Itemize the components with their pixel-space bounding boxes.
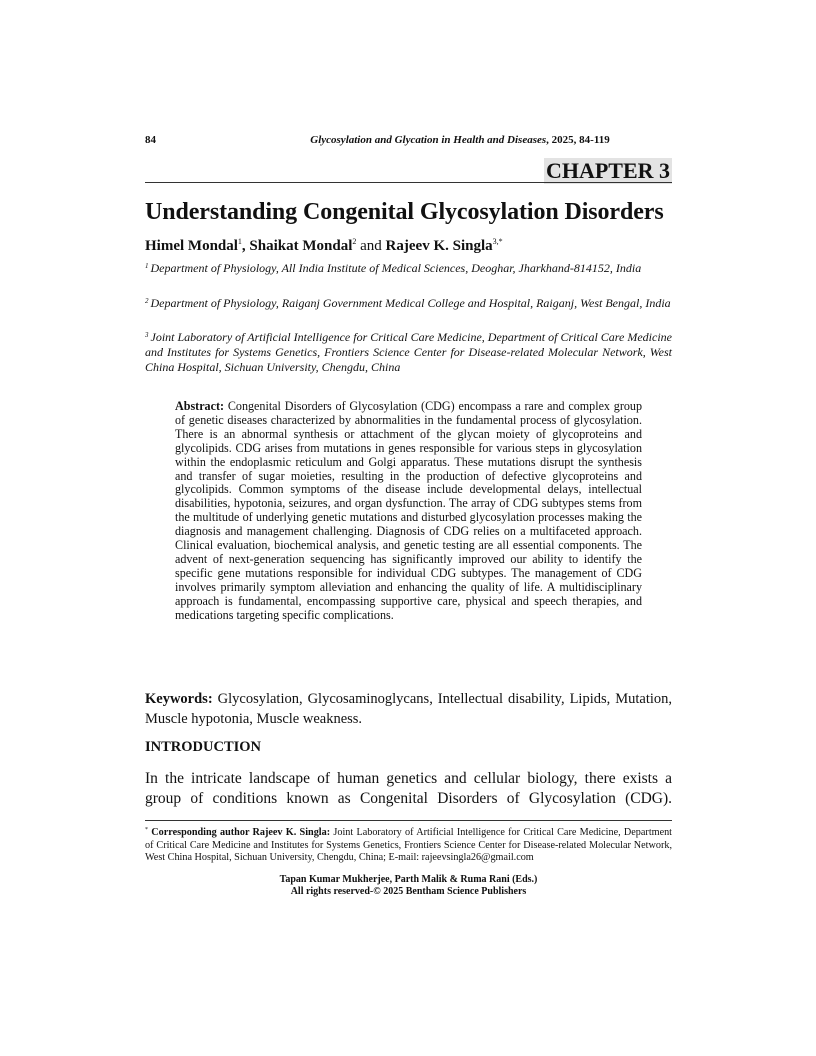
chapter-title: Understanding Congenital Glycosylation Disorders xyxy=(145,199,664,225)
abstract xyxy=(175,400,642,623)
affiliation-mark: 2 xyxy=(145,297,149,305)
author-affiliation-mark: 1 xyxy=(237,237,242,246)
keywords xyxy=(145,689,672,729)
affiliation xyxy=(145,294,672,311)
affiliation-mark: 3 xyxy=(145,331,149,339)
author-separator: and xyxy=(356,238,386,254)
footnote-divider xyxy=(145,820,672,821)
author-name: Shaikat Mondal xyxy=(249,238,353,254)
affiliation-text: Joint Laboratory of Artificial Intelligence for Critical Care Medicine, Department of Critical Care Medicine and Institutes for Systems Genetics, Frontiers Science Center for Disease-related Molecular Network, West China Hospital, Sichuan University, Chengdu, China xyxy=(145,330,672,374)
chapter-label: CHAPTER 3 xyxy=(545,158,670,183)
header-divider xyxy=(145,182,672,183)
affiliation xyxy=(145,328,672,375)
author-affiliation-mark: 2 xyxy=(352,237,357,246)
journal-title: Glycosylation and Glycation in Health and Diseases xyxy=(310,134,547,146)
author-list xyxy=(145,237,503,255)
author-affiliation-mark: 3,* xyxy=(492,237,503,246)
affiliation-text: Department of Physiology, All India Institute of Medical Sciences, Deoghar, Jharkhand-814152, India xyxy=(150,261,642,275)
keywords-label: Keywords: xyxy=(145,691,213,707)
section-heading: INTRODUCTION xyxy=(145,739,262,755)
page-number: 84 xyxy=(145,134,156,146)
affiliation xyxy=(145,259,672,276)
editors-credit xyxy=(145,874,672,898)
author-separator: , xyxy=(241,238,250,254)
abstract-label: Abstract: xyxy=(175,399,225,413)
author-name: Rajeev K. Singla xyxy=(385,238,493,254)
footnote xyxy=(145,824,672,865)
journal-citation: , 2025, 84-119 xyxy=(546,134,610,146)
footnote-text: Joint Laboratory of Artificial Intelligence for Critical Care Medicine, Department of Critical Care Medicine and Institutes for Systems Genetics, Frontiers Science Center for Disease-related Molecular Network, West China Hospital, Sichuan University, Chengdu, China; E-mail: rajeevsingla26@gmail.com xyxy=(145,827,673,863)
body-paragraph: In the intricate landscape of human genetics and cellular biology, there exists a group of conditions known as Congenital Disorders of Glycosylation (CDG). xyxy=(145,770,672,807)
keywords-text: Glycosylation, Glycosaminoglycans, Intellectual disability, Lipids, Mutation, Muscle hypotonia, Muscle weakness. xyxy=(145,691,673,727)
author-name: Himel Mondal xyxy=(145,238,238,254)
footnote-label: Corresponding author Rajeev K. Singla: xyxy=(151,827,331,838)
copyright-line: All rights reserved-© 2025 Bentham Science Publishers xyxy=(290,886,527,897)
running-header xyxy=(250,134,670,146)
footnote-mark: * xyxy=(145,827,148,833)
affiliation-mark: 1 xyxy=(145,262,149,270)
abstract-text: Congenital Disorders of Glycosylation (CDG) encompass a rare and complex group of genetic diseases characterized by abnormalities in the fundamental process of glycosylation. There is an abnormal synthesis or attachment of the glycan moiety of glycoproteins and glycolipids. CDG arises from mutations in genes responsible for various steps in glycosylation within the endoplasmic reticulum and Golgi apparatus. These mutations disrupt the synthesis and transfer of sugar moieties, resulting in the production of defective glycoproteins and glycolipids. Common symptoms of the disease include developmental delays, intellectual disabilities, hypotonia, seizures, and organ dysfunction. The array of CDG subtypes stems from the multitude of underlying genetic mutations and disturbed glycosylation processes making the diagnosis and management challenging. Diagnosis of CDG relies on a multifaceted approach. Clinical evaluation, biochemical analysis, and genetic testing are all essential components. The advent of next-generation sequencing has significantly improved our ability to identify the specific gene mutations responsible for individual CDG subtypes. The management of CDG involves primarily symptom alleviation and enhancing the quality of life. A multidisciplinary approach is fundamental, encompassing supportive care, physical and speech therapies, and medications targeting specific complications. xyxy=(175,399,642,622)
affiliation-text: Department of Physiology, Raiganj Government Medical College and Hospital, Raiganj, West Bengal, India xyxy=(150,296,671,310)
editors-line: Tapan Kumar Mukherjee, Parth Malik & Ruma Rani (Eds.) xyxy=(279,874,538,885)
